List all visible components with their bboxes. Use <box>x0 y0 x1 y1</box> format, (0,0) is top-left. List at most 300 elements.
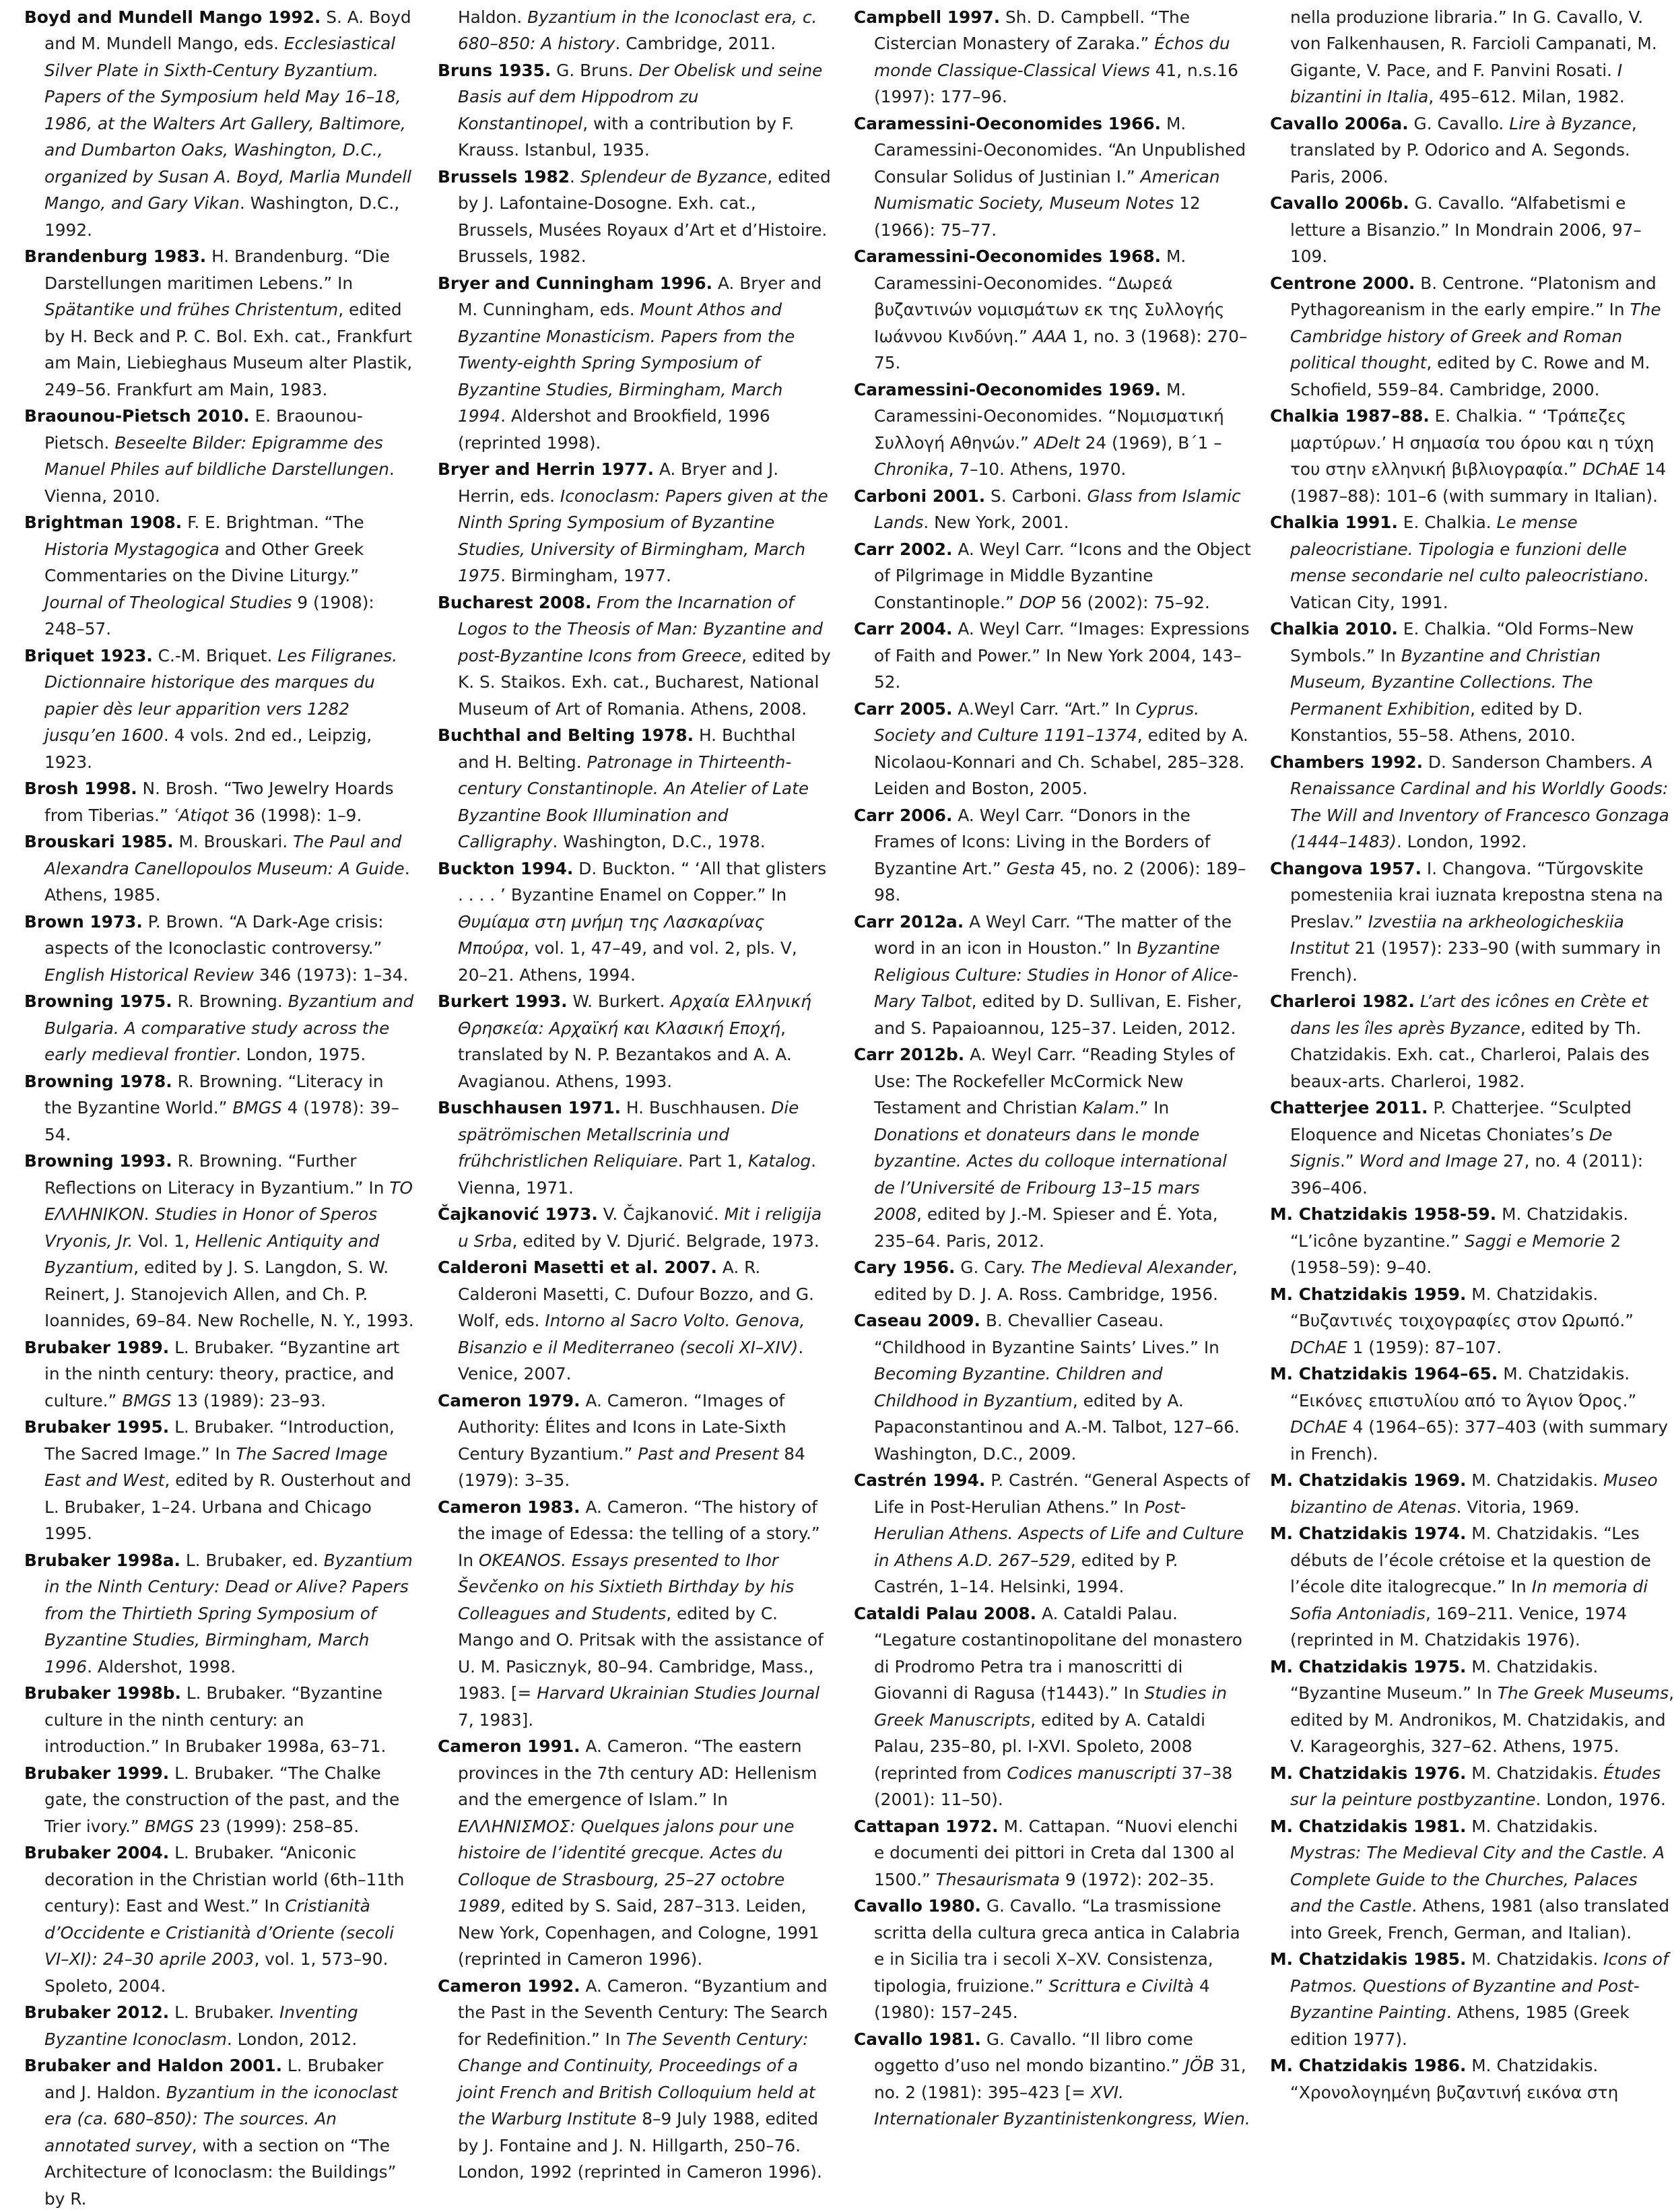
entry-text: L. Brubaker. “Byzantine culture in the ninth century: an introduction.” In Brubaker 1998a, 63–71. <box>44 1683 387 1756</box>
entry-title: Αρχαία Ελληνική Θρησκεία: Αρχαϊκή και Κλασική Εποχή <box>458 991 811 1038</box>
entry-text: E. Chalkia. <box>1397 513 1497 532</box>
entry-text: , edited by J. S. Langdon, S. W. Reinert, J. Stanojevich Allen, and Ch. P. Ioannides, 69–84. New Rochelle, N. Y., 1993. <box>44 1258 414 1330</box>
entry-text: , edited by D. Konstantios, 55–58. Athens, 2010. <box>1290 698 1583 745</box>
entry-text: A. Weyl Carr. “Icons and the Object of Pilgrimage in Middle Byzantine Constantinople.” <box>874 539 1251 612</box>
bibliography-entry <box>24 1680 415 1760</box>
entry-text: H. Buschhausen. <box>621 1098 772 1117</box>
entry-title: Θυμίαμα στη μνήμη της Λασκαρίνας Μπούρα <box>458 911 765 958</box>
entry-title: Historia Mystagogica <box>44 539 220 559</box>
bibliography-entry <box>1270 0 1674 110</box>
entry-text: C.-M. Briquet. <box>152 645 278 665</box>
bibliography-column-4 <box>1270 0 1674 2106</box>
entry-key: Chambers 1992. <box>1270 752 1424 772</box>
entry-text: 21 (1957): 233–90 (with summary in French). <box>1290 938 1661 985</box>
entry-text: . <box>570 166 580 187</box>
entry-title: American Numismatic Society, Museum Notes <box>874 166 1220 213</box>
entry-text: R. Browning. <box>172 991 288 1011</box>
entry-text: M. Chatzidakis. <box>1466 1763 1604 1783</box>
entry-text: F. E. Brightman. “The <box>182 513 364 532</box>
entry-title: ΕΛΛΗΝΙΣΜΟΣ: Quelques jalons pour une histoire de l’identité grecque. Actes du Colloque de Strasbourg, 25–27 octobre 1989 <box>458 1816 795 1916</box>
bibliography-entry <box>24 1840 415 1999</box>
entry-text: 4 (1964–65): 377–403 (with summary in French). <box>1290 1417 1669 1464</box>
entry-title: Mystras: The Medieval City and the Castle. A Complete Guide to the Churches, Palaces and the Castle <box>1290 1843 1665 1916</box>
entry-title: Harvard Ukrainian Studies Journal <box>537 1683 820 1703</box>
entry-key: Browning 1975. <box>24 991 172 1011</box>
entry-title: A Renaissance Cardinal and his Worldly Goods: The Will and Inventory of Francesco Gonzaga (1444–1483) <box>1290 752 1669 851</box>
entry-text: A. Cataldi Palau. “Legature costantinopolitane del monastero di Prodromo Petra tra i manoscritti di Giovanni di Ragusa (†1443).” In <box>874 1603 1242 1703</box>
entry-title: Becoming Byzantine. Children and Childhood in Byzantium <box>874 1364 1163 1410</box>
entry-key: Chalkia 2010. <box>1270 619 1398 639</box>
entry-text: . Aldershot and Brookfield, 1996 (reprinted 1998). <box>458 406 770 453</box>
entry-title: Splendeur de Byzance <box>580 166 768 187</box>
entry-text: A. Cameron. “Byzantium and the Past in the Seventh Century: The Search for Redefinition.” In <box>458 1976 828 2049</box>
entry-title: Der Obelisk und seine Basis auf dem Hippodrom zu Konstantinopel <box>458 60 823 133</box>
entry-text: . Washington, D.C., 1978. <box>552 832 766 851</box>
entry-text: A. R. Calderoni Masetti, C. Dufour Bozzo, and G. Wolf, eds. <box>458 1258 814 1330</box>
entry-text: L. Brubaker, ed. <box>180 1550 324 1570</box>
bibliography-entry <box>24 403 415 509</box>
entry-key: Brubaker 1989. <box>24 1337 170 1357</box>
bibliography-entry <box>24 4 415 244</box>
bibliography-entry <box>854 243 1251 377</box>
entry-text: P. Brown. “A Dark-Age crisis: aspects of the Iconoclastic controversy.” <box>44 911 384 958</box>
entry-text: nella produzione libraria.” In G. Cavallo, V. von Falkenhausen, R. Farcioli Campanati, M. Gigante, V. Pace, and F. Panvini Rosati. <box>1290 7 1657 80</box>
entry-text: A. Weyl Carr. “Reading Styles of Use: The Rockefeller McCormick New Testament and Christian <box>874 1045 1235 1117</box>
entry-text: M. Brouskari. <box>173 832 294 851</box>
bibliography-entry <box>854 909 1251 1042</box>
entry-text: , edited by C. Rowe and M. Schofield, 559–84. Cambridge, 2000. <box>1290 353 1650 399</box>
entry-key: Carr 2006. <box>854 805 953 825</box>
entry-title: Kalam <box>1082 1098 1135 1117</box>
entry-key: Briquet 1923. <box>24 645 153 665</box>
entry-text: , edited by J.-M. Spieser and É. Yota, 235–64. Paris, 2012. <box>874 1204 1218 1251</box>
bibliography-entry <box>854 1254 1251 1307</box>
entry-text: L. Brubaker. “Aniconic decoration in the Christian world (6th–11th century): East and West.” In <box>44 1843 405 1916</box>
entry-text: . Venice, 2007. <box>458 1337 804 1384</box>
entry-text: , with a section on “The Architecture of Iconoclasm: the Buildings” by R. <box>44 2135 397 2209</box>
entry-key: Cavallo 1980. <box>854 1896 981 1916</box>
entry-text: , 7–10. Athens, 1970. <box>948 459 1127 479</box>
entry-title: L’art des icônes en Crète et dans les îles après Byzance <box>1290 991 1648 1038</box>
entry-text: , 169–211. Venice, 1974 (reprinted in M. Chatzidakis 1976). <box>1290 1603 1628 1650</box>
entry-text: H. Buchthal and H. Belting. <box>458 725 796 772</box>
entry-text: G. Cavallo. “La trasmissione scritta della cultura greca antica in Calabria e in Sicilia tra i secoli X–XV. Consistenza, tipologia, fruizione.” <box>874 1896 1240 1996</box>
entry-title: Spätantike und frühes Christentum <box>44 300 339 319</box>
entry-text: .” <box>1339 1151 1360 1171</box>
entry-key: Campbell 1997. <box>854 7 1001 27</box>
bibliography-entry <box>1270 1654 1674 1760</box>
entry-text: , edited by R. Ousterhout and L. Brubaker, 1–24. Urbana and Chicago 1995. <box>44 1470 411 1543</box>
entry-key: Carr 2012a. <box>854 911 964 932</box>
bibliography-entry <box>24 243 415 403</box>
entry-text: , vol. 1, 573–90. Spoleto, 2004. <box>44 1949 389 1996</box>
bibliography-entry <box>438 589 832 723</box>
entry-text: . Aldershot, 1998. <box>87 1656 236 1677</box>
bibliography-entry <box>438 456 832 589</box>
entry-text: 45, no. 2 (2006): 189–98. <box>874 858 1246 905</box>
entry-key: Caramessini-Oeconomides 1966. <box>854 113 1162 133</box>
bibliography-entry <box>24 2052 415 2212</box>
entry-key: Cameron 1983. <box>438 1497 580 1517</box>
entry-text: 14 (1987–88): 101–6 (with summary in Italian). <box>1290 459 1667 506</box>
entry-text: 56 (2002): 75–92. <box>1055 592 1210 612</box>
entry-title: Codices manuscripti <box>1007 1763 1176 1783</box>
entry-title: The Sacred Image East and West <box>44 1443 388 1490</box>
entry-text: . Vienna, 2010. <box>44 459 395 506</box>
entry-title: Le mense paleocristiane. Tipologia e funzioni delle mense secondarie nel culto paleocristiano <box>1290 513 1644 585</box>
bibliography-entry <box>24 828 415 909</box>
entry-key: Brubaker 1998a. <box>24 1550 180 1570</box>
entry-title: Ecclesiastical Silver Plate in Sixth-Century Byzantium. Papers of the Symposium held May 16–18, 1986, at the Walters Art Gallery, Baltimore, and Dumbarton Oaks, Washington, D.C., organized by Susan A. Boyd, Marlia Mundell Mango, and Gary Vikan <box>44 34 412 213</box>
bibliography-entry <box>438 57 832 164</box>
entry-key: Caramessini-Oeconomides 1969. <box>854 379 1162 399</box>
bibliography-entry <box>24 988 415 1068</box>
bibliography-entry <box>854 616 1251 696</box>
entry-text: . London, 2012. <box>226 2029 358 2049</box>
entry-text: M. Chatzidakis. <box>1466 1470 1604 1490</box>
entry-text: 9 (1908): 248–57. <box>44 592 374 639</box>
entry-text: M. Caramessini-Oeconomides. “Δωρεά βυζαντινών νομισμάτων εκ της Συλλογής Ιωάννου Κινδύνη.” <box>874 247 1225 346</box>
entry-key: Browning 1978. <box>24 1071 172 1091</box>
entry-title: In memoria di Sofia Antoniadis <box>1290 1577 1648 1623</box>
entry-title: BMGS <box>122 1390 172 1410</box>
entry-text: E. Braounou-Pietsch. <box>44 406 363 453</box>
entry-title: JÖB <box>1184 2056 1215 2075</box>
entry-title: Scrittura e Civiltà <box>1048 1976 1194 1996</box>
entry-key: Brubaker 1999. <box>24 1763 170 1783</box>
bibliography-entry <box>854 110 1251 244</box>
entry-key: M. Chatzidakis 1986. <box>1270 2056 1467 2075</box>
bibliography-entry <box>1270 110 1674 191</box>
entry-text: 36 (1998): 1–9. <box>228 805 362 825</box>
entry-key: Carr 2004. <box>854 619 953 639</box>
bibliography-entry <box>24 1547 415 1681</box>
entry-title: Études sur la peinture postbyzantine <box>1290 1763 1661 1809</box>
entry-title: Chronika <box>874 459 949 479</box>
bibliography-entry <box>1270 1281 1674 1361</box>
entry-text: M. Chatzidakis. “Les débuts de l’école crétoise et la question de l’école dite italogrecque.” In <box>1290 1524 1651 1596</box>
bibliography-entry <box>1270 1813 1674 1947</box>
entry-title: XVI. Internationaler Byzantinistenkongress, Wien. <box>874 2082 1250 2128</box>
entry-title: English Historical Review <box>44 965 255 985</box>
entry-text: . London, 1975. <box>235 1045 366 1064</box>
entry-text: . Vatican City, 1991. <box>1290 566 1649 612</box>
entry-text: , edited by A. Nicolaou-Konnari and Ch. Schabel, 285–328. Leiden and Boston, 2005. <box>874 725 1248 798</box>
entry-text: 24 (1969), Β΄1 – <box>1079 432 1222 453</box>
entry-title: Échos du monde Classique-Classical Views <box>874 34 1230 80</box>
entry-text: 27, no. 4 (2011): 396–406. <box>1290 1151 1644 1198</box>
bibliography-entry <box>1270 1760 1674 1813</box>
entry-title: Glass from Islamic Lands <box>874 486 1241 532</box>
entry-key: M. Chatzidakis 1969. <box>1270 1470 1467 1490</box>
entry-key: M. Chatzidakis 1985. <box>1270 1949 1467 1969</box>
entry-key: Cavallo 2006a. <box>1270 113 1409 133</box>
bibliography-entry <box>1270 190 1674 270</box>
entry-text: 8–9 July 1988, edited by J. Fontaine and J. N. Hillgarth, 250–76. London, 1992 (reprinted in Cameron 1996). <box>458 2109 822 2182</box>
bibliography-entry <box>854 1307 1251 1467</box>
entry-key: Brubaker 2004. <box>24 1843 170 1862</box>
entry-title: The Medieval Alexander <box>1030 1258 1232 1277</box>
bibliography-entry <box>1270 509 1674 616</box>
entry-text: H. Brandenburg. “Die Darstellungen maritimen Lebens.” In <box>44 247 390 293</box>
entry-text: M. Caramessini-Oeconomides. “Νομισματική Συλλογή Αθηνών.” <box>874 379 1224 453</box>
entry-text: Sh. D. Campbell. “The Cistercian Monastery of Zaraka.” <box>874 7 1191 53</box>
entry-text: I. Changova. “Tŭrgovskite pomesteniia krai iuznata krepostna stena na Preslav.” <box>1290 858 1663 932</box>
entry-key: Browning 1993. <box>24 1151 172 1171</box>
entry-key: Brouskari 1985. <box>24 832 174 851</box>
entry-title: ΤΟ ΕΛΛΗΝΙΚΟΝ. Studies in Honor of Speros Vryonis, Jr. <box>44 1177 413 1251</box>
entry-title: Mit i religija u Srba <box>458 1204 822 1251</box>
bibliography-entry <box>854 4 1251 110</box>
entry-title: Icons of Patmos. Questions of Byzantine and Post-Byzantine Painting <box>1290 1949 1669 2022</box>
entry-key: Cataldi Palau 2008. <box>854 1603 1037 1623</box>
entry-key: Buckton 1994. <box>438 858 574 878</box>
entry-text: L. Brubaker. “Introduction, The Sacred Image.” In <box>44 1417 395 1464</box>
entry-text: 41, n.s.16 (1997): 177–96. <box>874 60 1238 106</box>
entry-text: L. Brubaker and J. Haldon. <box>44 2056 384 2102</box>
bibliography-entry <box>438 722 832 855</box>
bibliography-entry <box>438 1201 832 1254</box>
entry-text: . Birmingham, 1977. <box>500 566 671 585</box>
entry-text: A. Cameron. “The eastern provinces in the 7th century AD: Hellenism and the emergence of Islam.” In <box>458 1736 817 1809</box>
entry-text: B. Chevallier Caseau. “Childhood in Byzantine Saints’ Lives.” In <box>874 1311 1219 1357</box>
entry-title: OKEANOS. Essays presented to Ihor Ševčenko on his Sixtieth Birthday by his Colleagues and Students <box>458 1550 795 1623</box>
entry-key: Cameron 1979. <box>438 1390 580 1410</box>
bibliography-entry <box>438 1494 832 1734</box>
entry-text: M. Chatzidakis. “Βυζαντινές τοιχογραφίες στον Ωρωπό.” <box>1290 1284 1634 1330</box>
entry-key: Brandenburg 1983. <box>24 247 207 266</box>
bibliography-entry <box>1270 1361 1674 1467</box>
entry-text: G. Cary. <box>955 1258 1031 1277</box>
entry-text: 1, no. 3 (1968): 270–75. <box>874 326 1248 372</box>
entry-title: Lire à Byzance <box>1509 113 1632 133</box>
entry-text: Vol. 1, <box>133 1231 195 1251</box>
entry-text: A. Weyl Carr. “Donors in the Frames of Icons: Living in the Borders of Byzantine Art.” <box>874 805 1211 878</box>
entry-key: Brubaker 1995. <box>24 1417 170 1437</box>
entry-text: G. Cavallo. <box>1408 113 1510 133</box>
entry-text: . London, 1976. <box>1535 1790 1666 1809</box>
entry-key: Brubaker and Haldon 2001. <box>24 2056 283 2075</box>
entry-title: Gesta <box>1006 858 1055 878</box>
entry-title: Byzantine and Christian Museum, Byzantine Collections. The Permanent Exhibition <box>1290 645 1601 719</box>
entry-key: Caseau 2009. <box>854 1311 980 1330</box>
entry-title: The Cambridge history of Greek and Roman political thought <box>1290 300 1661 372</box>
entry-key: Bucharest 2008. <box>438 592 592 612</box>
entry-title: Byzantium in the Iconoclast era, c. 680–850: A history <box>458 7 817 53</box>
entry-text: M. Chatzidakis. “Χρονολογημένη βυζαντινή εικόνα στη <box>1290 2056 1619 2102</box>
entry-text: L. Brubaker. <box>169 2003 279 2022</box>
bibliography-entry <box>854 1041 1251 1254</box>
entry-key: M. Chatzidakis 1958-59. <box>1270 1204 1497 1224</box>
entry-title: Donations et donateurs dans le monde byzantine. Actes du colloque international de l’Université de Fribourg 13–15 mars 2008 <box>874 1124 1228 1224</box>
entry-key: Charleroi 1982. <box>1270 991 1415 1011</box>
entry-title: Journal of Theological Studies <box>44 592 292 612</box>
entry-text: 12 (1966): 75–77. <box>874 193 1201 240</box>
entry-text: . Washington, D.C., 1992. <box>44 193 400 240</box>
entry-key: Caramessini-Oeconomides 1968. <box>854 247 1162 266</box>
entry-text: Haldon. <box>458 7 523 27</box>
entry-title: DOP <box>1019 592 1056 612</box>
entry-text: M. Chatzidakis. “Byzantine Museum.” In <box>1290 1656 1599 1703</box>
entry-title: The Greek Museums <box>1497 1683 1669 1703</box>
entry-text: . Vitoria, 1969. <box>1456 1497 1580 1517</box>
entry-key: Bruns 1935. <box>438 60 551 80</box>
entry-title: The Seventh Century: Change and Continuity, Proceedings of a joint French and British Colloquium held at the Warburg Institute <box>458 2029 815 2128</box>
entry-title: Beseelte Bilder: Epigramme des Manuel Philes auf bildliche Darstellungen <box>44 432 389 479</box>
entry-key: Brown 1973. <box>24 911 143 932</box>
bibliography-entry <box>854 1600 1251 1813</box>
entry-text: , vol. 1, 47–49, and vol. 2, pls. V, 20–21. Athens, 1994. <box>458 938 797 985</box>
entry-text: M. Chatzidakis. <box>1466 1816 1599 1836</box>
entry-title: Les Filigranes. Dictionnaire historique des marques du papier dès leur apparition vers 1282 jusqu’en 1600 <box>44 645 397 745</box>
bibliography-entry <box>1270 2052 1674 2106</box>
entry-key: M. Chatzidakis 1974. <box>1270 1524 1467 1543</box>
entry-text: P. Chatterjee. “Sculpted Eloquence and Nicetas Choniates’s <box>1290 1098 1632 1144</box>
bibliography-entry <box>1270 1946 1674 2052</box>
bibliography-entry <box>1270 749 1674 855</box>
bibliography-entry <box>24 775 415 828</box>
entry-text: M. Chatzidakis. “L’icône byzantine.” <box>1290 1204 1629 1251</box>
entry-text: , edited by P. Castrén, 1–14. Helsinki, 1994. <box>874 1550 1178 1596</box>
entry-key: Carboni 2001. <box>854 486 986 506</box>
entry-key: Changova 1957. <box>1270 858 1421 878</box>
entry-text: A. Weyl Carr. “Images: Expressions of Faith and Power.” In New York 2004, 143–52. <box>874 619 1250 692</box>
entry-title: The Paul and Alexandra Canellopoulos Museum: A Guide <box>44 832 405 878</box>
bibliography-column-2 <box>438 0 832 2186</box>
bibliography-entry <box>438 1254 832 1388</box>
entry-key: M. Chatzidakis 1975. <box>1270 1656 1467 1677</box>
bibliography-entry <box>1270 403 1674 509</box>
entry-text: , edited by S. Said, 287–313. Leiden, New York, Copenhagen, and Cologne, 1991 (reprinted in Cameron 1996). <box>458 1896 819 1969</box>
entry-text: S. Carboni. <box>985 486 1087 506</box>
entry-text: 13 (1989): 23–93. <box>171 1390 326 1410</box>
entry-title: Hellenic Antiquity and Byzantium <box>44 1231 380 1277</box>
entry-title: De Signis <box>1290 1124 1613 1171</box>
entry-text: L. Brubaker. “The Chalke gate, the construction of the past, and the Trier ivory.” <box>44 1763 400 1836</box>
bibliography-entry <box>24 1760 415 1840</box>
entry-text: 23 (1999): 258–85. <box>193 1816 360 1836</box>
bibliography-entry <box>438 1973 832 2186</box>
bibliography-entry <box>438 1388 832 1494</box>
entry-title: Katalog <box>747 1151 811 1171</box>
entry-text: W. Burkert. <box>567 991 671 1011</box>
entry-text: . Athens, 1985. <box>44 858 410 905</box>
entry-title: ADelt <box>1034 432 1080 453</box>
entry-key: Boyd and Mundell Mango 1992. <box>24 7 321 27</box>
entry-text: , edited by J. Lafontaine-Dosogne. Exh. cat., Brussels, Musées Royaux d’Art et d’Histoire. Brussels, 1982. <box>458 166 831 266</box>
entry-key: Bryer and Herrin 1977. <box>438 459 654 479</box>
bibliography-column-1 <box>24 0 415 2212</box>
entry-text: . Part 1, <box>677 1151 748 1171</box>
entry-key: Brosh 1998. <box>24 779 137 798</box>
entry-text: , translated by P. Odorico and A. Segonds. Paris, 2006. <box>1290 113 1637 187</box>
entry-key: Brubaker 2012. <box>24 2003 170 2022</box>
entry-text: A. Bryer and M. Cunningham, eds. <box>458 273 822 319</box>
bibliography-entry <box>24 1148 415 1334</box>
bibliography-entry <box>438 270 832 457</box>
bibliography-entry <box>1270 270 1674 403</box>
bibliography-entry <box>854 1893 1251 2026</box>
entry-title: Byzantine Religious Culture: Studies in Honor of Alice-Mary Talbot <box>874 938 1239 1011</box>
entry-key: Buschhausen 1971. <box>438 1098 622 1117</box>
entry-key: Cattapan 1972. <box>854 1816 999 1836</box>
entry-text: , translated by N. P. Bezantakos and A. A. Avagianou. Athens, 1993. <box>458 1018 792 1091</box>
bibliography-entry <box>1270 988 1674 1095</box>
bibliography-entry <box>438 1733 832 1973</box>
entry-title: Studies in Greek Manuscripts <box>874 1683 1228 1730</box>
entry-title: Iconoclasm: Papers given at the Ninth Spring Symposium of Byzantine Studies, University of Birmingham, March 1975 <box>458 486 828 585</box>
bibliography-entry <box>1270 616 1674 749</box>
entry-text: L. Brubaker. “Byzantine art in the ninth century: theory, practice, and culture.” <box>44 1337 400 1410</box>
entry-key: M. Chatzidakis 1976. <box>1270 1763 1467 1783</box>
entry-text: , edited by A. Papaconstantinou and A.-M. Talbot, 127–66. Washington, D.C., 2009. <box>874 1390 1240 1464</box>
entry-text: . 4 vols. 2nd ed., Leipzig, 1923. <box>44 725 372 772</box>
entry-key: Cary 1956. <box>854 1258 956 1277</box>
entry-key: Chalkia 1987–88. <box>1270 406 1430 426</box>
entry-text: S. A. Boyd and M. Mundell Mango, eds. <box>44 7 411 53</box>
bibliography-entry <box>24 909 415 989</box>
entry-text: . London, 1992. <box>1396 832 1527 851</box>
entry-key: Carr 2002. <box>854 539 953 559</box>
entry-key: M. Chatzidakis 1964–65. <box>1270 1364 1498 1384</box>
bibliography-entry <box>1270 855 1674 989</box>
entry-text: , edited by V. Djurić. Belgrade, 1973. <box>512 1231 819 1251</box>
entry-title: Inventing Byzantine Iconoclasm <box>44 2003 358 2049</box>
entry-text: M. Chatzidakis. <box>1466 1949 1604 1969</box>
entry-text: 9 (1972): 202–35. <box>1059 1869 1215 1889</box>
entry-key: Cameron 1992. <box>438 1976 580 1996</box>
entry-title: Cristianità d’Occidente e Cristianità d’Oriente (secoli VI–XI): 24–30 aprile 2003 <box>44 1896 395 1969</box>
bibliography-entry <box>438 1095 832 1201</box>
bibliography-entry <box>24 1414 415 1547</box>
entry-text: 2 (1958–59): 9–40. <box>1290 1231 1621 1277</box>
entry-text: G. Cavallo. “Il libro come oggetto d’uso nel mondo bizantino.” <box>874 2029 1193 2075</box>
entry-text: M. Chatzidakis. “Εικόνες επιστυλίου από το Άγιον Όρος.” <box>1290 1364 1637 1410</box>
bibliography-entry <box>854 1467 1251 1600</box>
entry-text: .” In <box>1134 1098 1170 1117</box>
bibliography-entry <box>854 377 1251 483</box>
entry-text: M. Caramessini-Oeconomides. “An Unpublished Consular Solidus of Justinian I.” <box>874 113 1246 187</box>
entry-text: R. Browning. “Literacy in the Byzantine World.” <box>44 1071 384 1117</box>
entry-title: Thesaurismata <box>935 1869 1060 1889</box>
entry-title: DChAE <box>1290 1417 1347 1437</box>
entry-text: . Cambridge, 2011. <box>615 34 776 53</box>
entry-text: , edited by K. S. Staikos. Exh. cat., Bucharest, National Museum of Art of Romania. Athens, 2008. <box>458 645 831 719</box>
bibliography-entry <box>438 0 832 57</box>
entry-key: M. Chatzidakis 1981. <box>1270 1816 1467 1836</box>
entry-text <box>1415 991 1420 1011</box>
entry-text: N. Brosh. “Two Jewelry Hoards from Tiberias.” <box>44 779 394 825</box>
entry-title: Post-Herulian Athens. Aspects of Life and Culture in Athens A.D. 267–529 <box>874 1497 1244 1570</box>
entry-title: DChAE <box>1290 1337 1347 1357</box>
entry-text: E. Chalkia. “ ‘Τράπεζες μαρτύρων.’ Η σημασία του όρου και η τύχη του στην ελληνική βιβλιογραφία.” <box>1290 406 1654 479</box>
entry-text: , edited by D. Sullivan, E. Fisher, and S. Papaioannou, 125–37. Leiden, 2012. <box>874 991 1242 1038</box>
entry-text: , edited by H. Beck and P. C. Bol. Exh. cat., Frankfurt am Main, Liebieghaus Museum alter Plastik, 249–56. Frankfurt am Main, 1983. <box>44 300 413 399</box>
entry-text: 4 (1978): 39–54. <box>44 1098 399 1144</box>
entry-title: BMGS <box>232 1098 282 1117</box>
bibliography-entry <box>24 643 415 776</box>
entry-text: . New York, 2001. <box>923 513 1069 532</box>
bibliography-entry <box>854 536 1251 616</box>
entry-text: 7, 1983]. <box>458 1710 534 1730</box>
bibliography-entry <box>438 988 832 1095</box>
entry-key: Brightman 1908. <box>24 513 182 532</box>
bibliography-entry <box>1270 1201 1674 1281</box>
entry-text: , 495–612. Milan, 1982. <box>1428 87 1625 106</box>
entry-key: Centrone 2000. <box>1270 273 1415 293</box>
entry-text: A. Bryer and J. Herrin, eds. <box>458 459 779 506</box>
entry-text: R. Browning. “Further Reflections on Literacy in Byzantium.” In <box>44 1151 390 1198</box>
